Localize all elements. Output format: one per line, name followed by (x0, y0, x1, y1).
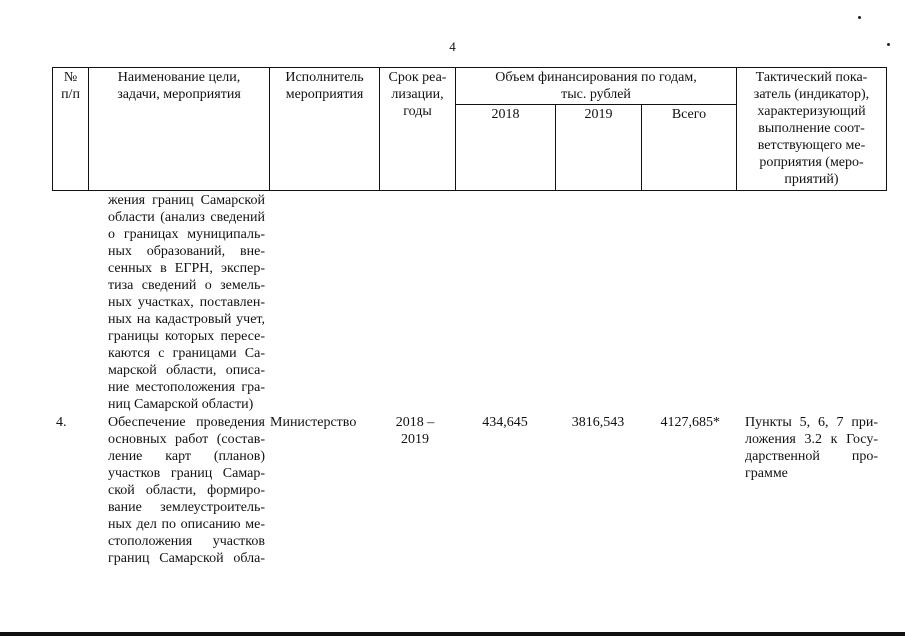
row4-value-2018: 434,645 (482, 415, 528, 430)
row4-number: 4. (56, 415, 67, 430)
header-year-2018: 2018 (456, 105, 556, 191)
continuation-text: жения границ Самарской области (анализ сведений о границах муниципаль- ных образований, вне- сенных в ЕГРН, экспер- тиза сведений о земель- ных участках, поставлен- ных на кадастровый учет, границы которых пересе- каются с границами Са- марской области, описа- ние местоположения гра- ниц Самарской области) (108, 193, 265, 412)
header-number-cell: № п/п (53, 68, 89, 191)
header-term-cell: Срок реа- лизации, годы (380, 68, 456, 191)
page-number: 4 (449, 39, 456, 54)
header-year-2019: 2019 (556, 105, 642, 191)
header-executor-cell: Исполнитель мероприятия (270, 68, 380, 191)
header-indicator-cell: Тактический пока- затель (индикатор), характеризующий выполнение соот- ветствующего ме- роприятия (меро- приятий) (737, 68, 887, 191)
row4-name: Обеспечение проведения основных работ (состав- ление карт (планов) участков границ Самар- ской области, формиро- вание землеустроитель- ных дел по описанию ме- стоположения участков границ Самарской обла- (108, 415, 265, 566)
scan-bottom-edge (0, 632, 905, 636)
scan-speck (887, 43, 890, 46)
header-total: Всего (642, 105, 737, 191)
header-finance-cell: Объем финансирования по годам, тыс. рублей (456, 68, 737, 105)
scan-speck (858, 16, 861, 19)
row4-term: 2018 – 2019 (395, 415, 435, 447)
row4-indicator: Пункты 5, 6, 7 при- ложения 3.2 к Госу- дарственной про- грамме (745, 415, 878, 481)
table-header (52, 67, 887, 191)
header-name-cell: Наименование цели, задачи, мероприятия (89, 68, 270, 191)
row4-total: 4127,685* (660, 415, 720, 430)
row4-executor: Министерство (270, 415, 357, 430)
row4-value-2019: 3816,543 (571, 415, 625, 430)
